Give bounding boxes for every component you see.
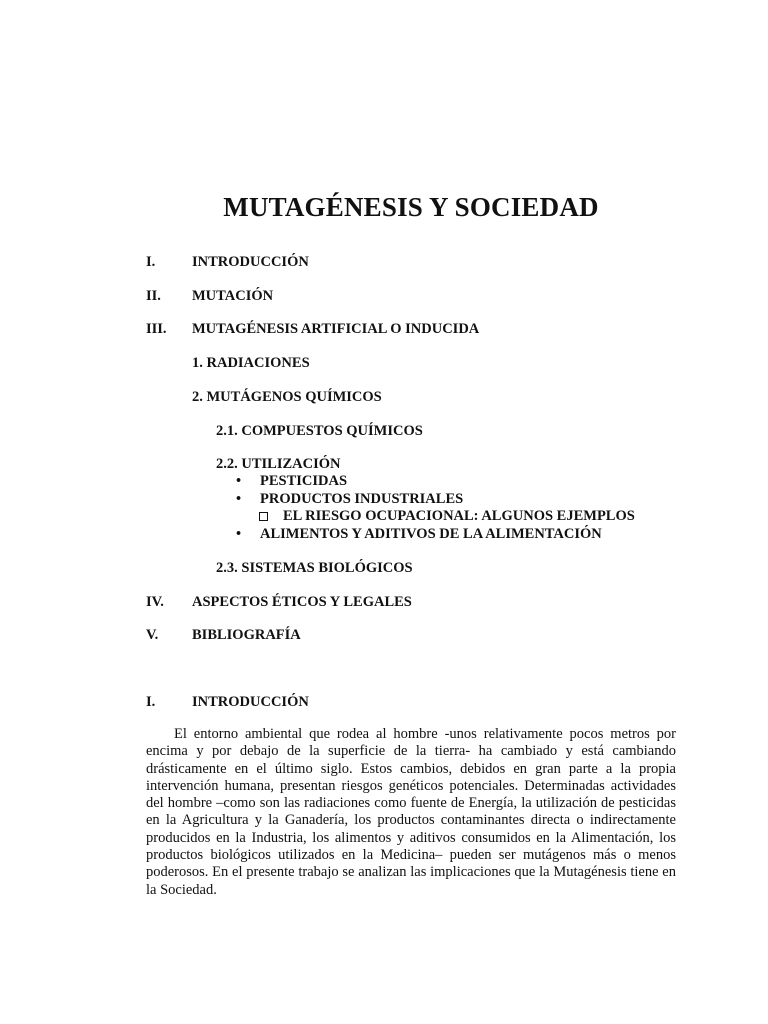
document-title: MUTAGÉNESIS Y SOCIEDAD bbox=[223, 192, 599, 222]
toc-number: V. bbox=[146, 627, 159, 643]
toc-label: INTRODUCCIÓN bbox=[192, 254, 309, 270]
toc-number: II. bbox=[146, 288, 161, 304]
toc-sub-label: 1. RADIACIONES bbox=[192, 355, 310, 371]
toc-subsub-label: 2.2. UTILIZACIÓN bbox=[216, 456, 341, 472]
section-number: I. bbox=[146, 694, 156, 710]
toc-number: III. bbox=[146, 321, 167, 337]
toc-subsub-label: 2.1. COMPUESTOS QUÍMICOS bbox=[216, 423, 423, 439]
bullet-label: ALIMENTOS Y ADITIVOS DE LA ALIMENTACIÓN bbox=[260, 526, 602, 542]
introduction-paragraph: El entorno ambiental que rodea al hombre -unos relativamente pocos metros por encima y por debajo de la superficie de la tierra- ha cambiado y está cambiando drásticamente en el último siglo. Estos cambios, debidos en gran parte a la propia intervención humana, presentan riesgos genéticos potenciales. Determinadas actividades del hombre –como son las radiaciones como fuente de Energía, la utilización de pesticidas en la Agricultura y la Ganadería, los productos contaminantes directa o indirectamente producidos en la Industria, los alimentos y aditivos consumidos en la Alimentación, los productos biológicos utilizados en la Medicina– pueden ser mutágenos más o menos poderosos. En el presente trabajo se analizan las implicaciones que la Mutagénesis tiene en la Sociedad. bbox=[146, 726, 676, 898]
toc-label: BIBLIOGRAFÍA bbox=[192, 627, 301, 643]
bullet-icon: • bbox=[236, 473, 242, 489]
toc-number: IV. bbox=[146, 594, 164, 610]
toc-sub-label: 2. MUTÁGENOS QUÍMICOS bbox=[192, 389, 382, 405]
bullet-icon: • bbox=[236, 491, 242, 507]
toc-subsub-label: 2.3. SISTEMAS BIOLÓGICOS bbox=[216, 560, 413, 576]
square-bullet-icon bbox=[259, 512, 268, 521]
toc-label: ASPECTOS ÉTICOS Y LEGALES bbox=[192, 594, 412, 610]
bullet-label: PRODUCTOS INDUSTRIALES bbox=[260, 491, 464, 507]
bullet-label: PESTICIDAS bbox=[260, 473, 348, 489]
toc-label: MUTACIÓN bbox=[192, 288, 274, 304]
bullet-icon: • bbox=[236, 526, 242, 542]
toc-label: MUTAGÉNESIS ARTIFICIAL O INDUCIDA bbox=[192, 321, 480, 337]
section-heading: INTRODUCCIÓN bbox=[192, 694, 309, 710]
subbullet-label: EL RIESGO OCUPACIONAL: ALGUNOS EJEMPLOS bbox=[283, 508, 635, 524]
toc-number: I. bbox=[146, 254, 156, 270]
